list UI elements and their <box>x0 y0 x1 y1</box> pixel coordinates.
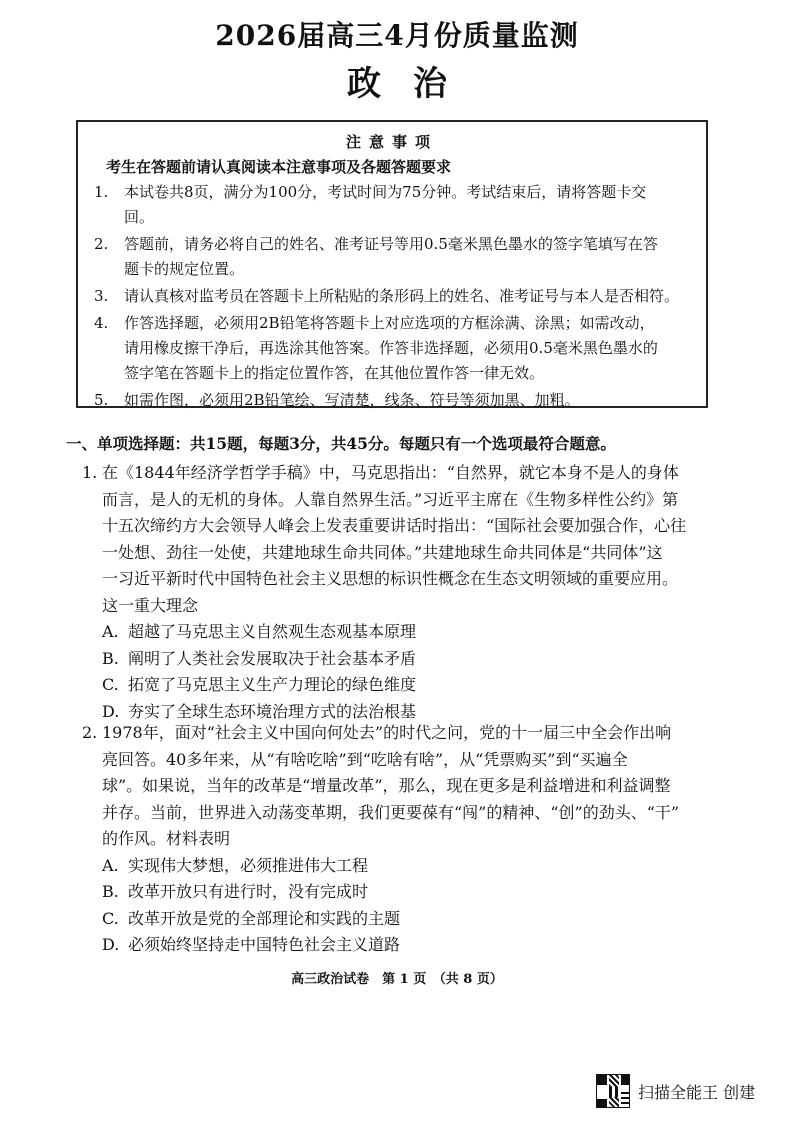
option-letter: C. <box>102 675 119 694</box>
option-letter: B. <box>102 648 119 668</box>
notice-line: 回。 <box>124 208 155 226</box>
notice-item-text <box>124 232 698 282</box>
question-stem-line: 亮回答。40多年来，从“有啥吃啥”到“吃啥有啥”，从“凭票购买”到“买遍全 <box>102 749 628 769</box>
notice-item-text <box>124 388 698 413</box>
option-letter: A. <box>102 855 119 875</box>
notice-line: 请用橡皮擦干净后，再选涂其他答案。作答非选择题，必须用0.5毫米黑色墨水的 <box>124 339 658 357</box>
answer-option <box>82 906 722 933</box>
answer-option <box>82 932 722 959</box>
option-letter: A. <box>102 622 119 641</box>
question-stem-line <box>82 720 722 747</box>
option-text: 超越了马克思主义自然观生态观基本原理 <box>128 622 417 641</box>
option-text: 改革开放是党的全部理论和实践的主题 <box>128 908 401 928</box>
answer-option <box>82 619 722 646</box>
question-stem-line <box>82 460 722 487</box>
answer-option <box>82 672 722 699</box>
question-stem-line: 球”。如果说，当年的改革是“增量改革”，那么，现在更多是利益增进和利益调整 <box>102 776 671 795</box>
notice-item-text <box>124 284 698 309</box>
notice-line: 本试卷共8页，满分为100分，考试时间为75分钟。考试结束后，请将答题卡交 <box>124 183 647 201</box>
notice-item <box>94 232 698 282</box>
scanner-watermark <box>596 1071 755 1111</box>
question-stem-line: 而言，是人的无机的身体。人靠自然界生活。”习近平主席在《生物多样性公约》第 <box>102 489 679 509</box>
notice-item <box>94 284 698 309</box>
option-text: 夯实了全球生态环境治理方式的法治根基 <box>128 701 417 721</box>
notice-item-text <box>124 311 698 386</box>
subject-title: 政治 <box>347 64 479 104</box>
option-text: 改革开放只有进行时，没有完成时 <box>128 882 369 901</box>
option-letter: C. <box>102 908 119 928</box>
question-stem-line: 这一重大理念 <box>102 595 199 615</box>
notice-item-number: 3. <box>94 287 109 305</box>
question-text: 在《1844年经济学哲学手稿》中，马克思指出：“自然界，就它本身不是人的身体 <box>102 463 679 482</box>
question-2 <box>82 720 722 959</box>
question-1 <box>82 460 722 725</box>
option-letter: B. <box>102 882 119 901</box>
exam-title: 2026届高三4月份质量监测 <box>215 19 579 52</box>
option-text: 阐明了人类社会发展取决于社会基本矛盾 <box>128 648 417 668</box>
option-text: 实现伟大梦想，必须推进伟大工程 <box>128 855 369 875</box>
option-letter: D. <box>102 701 120 721</box>
scanner-text: 扫描全能王 创建 <box>638 1082 756 1102</box>
notice-line: 作答选择题，必须用2B铅笔将答题卡上对应选项的方框涂满、涂黑；如需改动， <box>124 314 655 332</box>
notice-line: 签字笔在答题卡上的指定位置作答，在其他位置作答一律无效。 <box>124 364 545 382</box>
option-letter: D. <box>102 935 120 954</box>
notice-line: 答题前，请务必将自己的姓名、准考证号等用0.5毫米黑色墨水的签字笔填写在答 <box>124 235 658 253</box>
option-text: 拓宽了马克思主义生产力理论的绿色维度 <box>128 675 417 694</box>
question-number: 1. <box>82 463 98 482</box>
notice-item-number: 4. <box>94 314 109 332</box>
notice-item <box>94 311 698 386</box>
notice-title: 注意事项 <box>345 133 438 151</box>
question-stem-line: 一习近平新时代中国特色社会主义思想的标识性概念在生态文明领域的重要应用。 <box>102 569 679 588</box>
notice-item-number: 5. <box>94 391 109 409</box>
notice-item <box>94 180 698 230</box>
notice-line: 题卡的规定位置。 <box>124 260 245 278</box>
notice-item-number: 2. <box>94 235 109 253</box>
notice-box <box>76 120 708 408</box>
notice-item <box>94 388 698 413</box>
question-stem-line: 并存。当前，世界进入动荡变革期，我们更要葆有“闯”的精神、“创”的劲头、“干” <box>102 802 680 822</box>
section-heading: 一、单项选择题：共15题，每题3分，共45分。每题只有一个选项最符合题意。 <box>66 434 616 453</box>
notice-intro: 考生在答题前请认真阅读本注意事项及各题答题要求 <box>106 158 452 176</box>
notice-item-text <box>124 180 698 230</box>
notice-line: 请认真核对监考员在答题卡上所粘贴的条形码上的姓名、准考证号与本人是否相符。 <box>124 287 680 305</box>
page-footer: 高三政治试卷 第 1 页 （共 8 页） <box>291 972 503 987</box>
qr-code-icon <box>596 1074 630 1108</box>
option-text: 必须始终坚持走中国特色社会主义道路 <box>128 935 401 954</box>
question-text: 1978年，面对“社会主义中国向何处去”的时代之问，党的十一届三中全会作出响 <box>102 723 672 742</box>
question-stem-line: 的作风。材料表明 <box>102 829 231 848</box>
question-stem-line: 十五次缔约方大会领导人峰会上发表重要讲话时指出：“国际社会要加强合作，心往 <box>102 516 687 535</box>
notice-item-number: 1. <box>94 183 109 201</box>
answer-option <box>82 879 722 906</box>
notice-list <box>94 180 698 415</box>
question-number: 2. <box>82 723 98 742</box>
notice-line: 如需作图，必须用2B铅笔绘、写清楚，线条、符号等须加黑、加粗。 <box>124 391 580 409</box>
answer-option <box>82 646 722 673</box>
question-stem-line: 一处想、劲往一处使，共建地球生命共同体。”共建地球生命共同体是“共同体”这 <box>102 542 663 562</box>
answer-option <box>82 853 722 880</box>
